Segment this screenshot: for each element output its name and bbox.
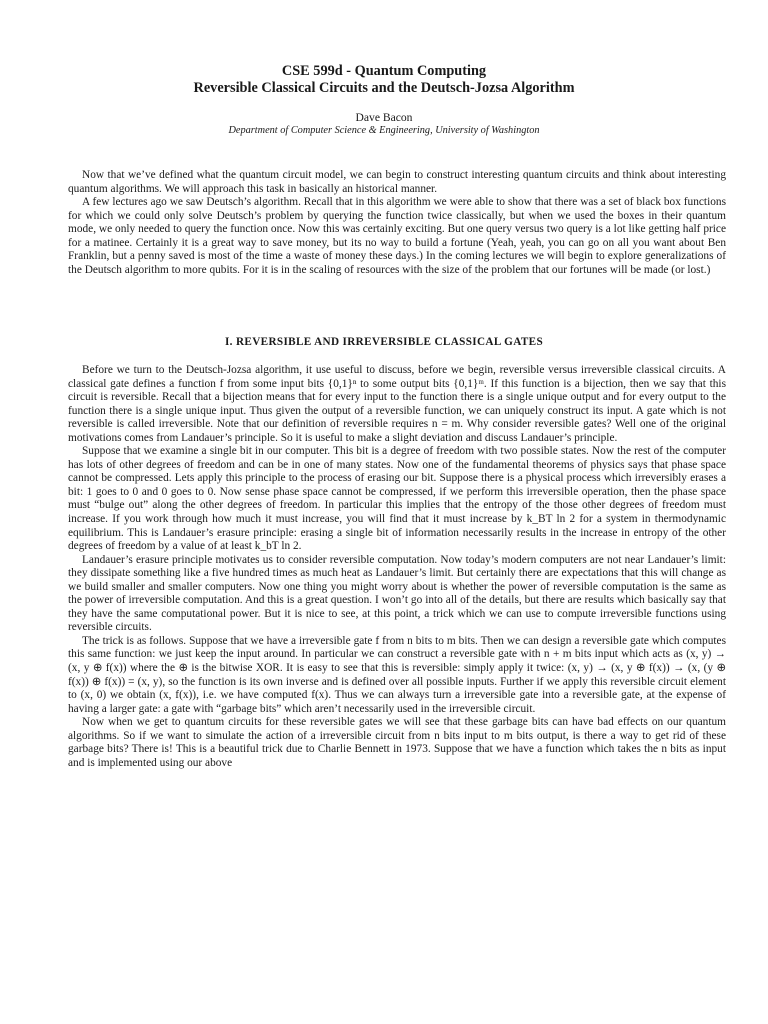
section-heading: I. REVERSIBLE AND IRREVERSIBLE CLASSICAL GATES	[224, 336, 544, 348]
author-affiliation: Department of Computer Science & Engineering, University of Washington	[228, 125, 540, 136]
section-1-paragraph-2: Suppose that we examine a single bit in our computer. This bit is a degree of freedom with two possible states. Now the rest of the computer has lots of other degrees of freedom and can be in one of many states. Now one of the fundamental theorems of physics says that phase space cannot be compressed. Lets apply this principle to the process of erasing our bit. Suppose there is a physical process which irreversibly erases a bit: 1 goes to 0 and 0 goes to 0. Now sense phase space cannot be compressed, if we perform this irreversible operation, then the phase space must “bulge out” along the other degrees of freedom. In particular this implies that the entropy of the those other degrees of freedom must increase. If you work through how much it must increase, you will find that it must increase by k_BT ln 2 for a system in thermodynamic equilibrium. This is Landauer’s erasure principle: erasing a single bit of information necessarily results in the increase in entropy of the other degrees of freedom by a value of at least k_bT ln 2.	[68, 445, 726, 553]
intro-text	[68, 169, 726, 277]
section-1-paragraph-4: The trick is as follows. Suppose that we have a irreversible gate f from n bits to m bits. Then we can design a reversible gate which computes this same function: we just keep the input around. In particular we can construct a reversible gate with n + m bits input which acts as (x, y) → (x, y ⊕ f(x)) where the ⊕ is the bitwise XOR. It is easy to see that this is reversible: simply apply it twice: (x, y) → (x, y ⊕ f(x)) → (x, (y ⊕ f(x)) ⊕ f(x)) = (x, y), so the function is its own inverse and is defined over all possible inputs. Further if we apply this reversible circuit element to (x, 0) we obtain (x, f(x)), i.e. we have computed f(x). Thus we can always turn a irreversible gate into a reversible gate, at the expense of having a larger gate: a gate with “garbage bits” which aren’t necessarily used in the irreversible circuit.	[68, 634, 726, 715]
section-1-paragraph-1: Before we turn to the Deutsch-Jozsa algorithm, it use useful to discuss, before we begin, reversible versus irreversible classical circuits. A classical gate defines a function f from some input bits {0,1}ⁿ to some output bits {0,1}ᵐ. If this function is a bijection, then we say that this circuit is reversible. Recall that a bijection means that for every input to the function there is a single unique output and for every output to the function there is a single unique input. Thus given the output of a reversible function, we can uniquely construct its input. A gate which is not reversible is called irreversible. Note that our definition of reversible requires n = m. Why consider reversible gates? Well one of the original motivations comes from Landauer’s principle. So it is useful to make a slight deviation and discuss Landauer’s principle.	[68, 364, 726, 444]
intro-paragraph-2: A few lectures ago we saw Deutsch’s algorithm. Recall that in this algorithm we were able to show that there was a set of black box functions for which we could only solve Deutsch’s problem by querying the function twice classically, but when we used the boxes in their quantum mode, we only needed to query the function once. Now this was certainly exciting. But one query versus two query is a lot like getting half price for a matinee. Certainly it is a great way to save money, but its no way to build a fortune (Yeah, yeah, you can go on all you want about Ben Franklin, but a penny saved is most of the time a waste of money these days.) In the coming lectures we will begin to explore generalizations of the Deutsch algorithm to more qubits. For it is in the scaling of resources with the size of the problem that our fortunes will be made (or lost.)	[68, 196, 726, 276]
intro-paragraph-1: Now that we’ve defined what the quantum circuit model, we can begin to construct interesting quantum circuits and think about interesting quantum algorithms. We will approach this task in basically an historical manner.	[68, 169, 726, 195]
author-name: Dave Bacon	[355, 111, 413, 124]
section-1-text	[68, 364, 726, 770]
section-1-paragraph-5: Now when we get to quantum circuits for these reversible gates we will see that these garbage bits can have bad effects on our quantum algorithms. So if we want to simulate the action of a irreversible circuit from n bits input to m bits output, is there a way to get rid of these garbage bits? There is! This is a beautiful trick due to Charlie Bennett in 1973. Suppose that we have a function which takes the n bits as input and is implemented using our above	[68, 716, 726, 769]
title-line-1: CSE 599d - Quantum Computing	[281, 63, 487, 79]
title-line-2: Reversible Classical Circuits and the Deutsch-Jozsa Algorithm	[193, 80, 575, 96]
section-1-paragraph-3: Landauer’s erasure principle motivates us to consider reversible computation. Now today’s modern computers are not near Landauer’s limit: they dissipate something like a five hundred times as much heat as Landauer’s limit. But certainly there are expectations that this will change as we build smaller and smaller computers. Now one thing you might worry about is whether the power of reversible computation is the same as the power of irreversible computation. And this is a great question. I won’t go into all of the details, but there are results which basically say that they have the same computational power. But it is nice to see, at this point, a trick which we can use to compute irreversible functions using reversible circuits.	[68, 553, 726, 634]
